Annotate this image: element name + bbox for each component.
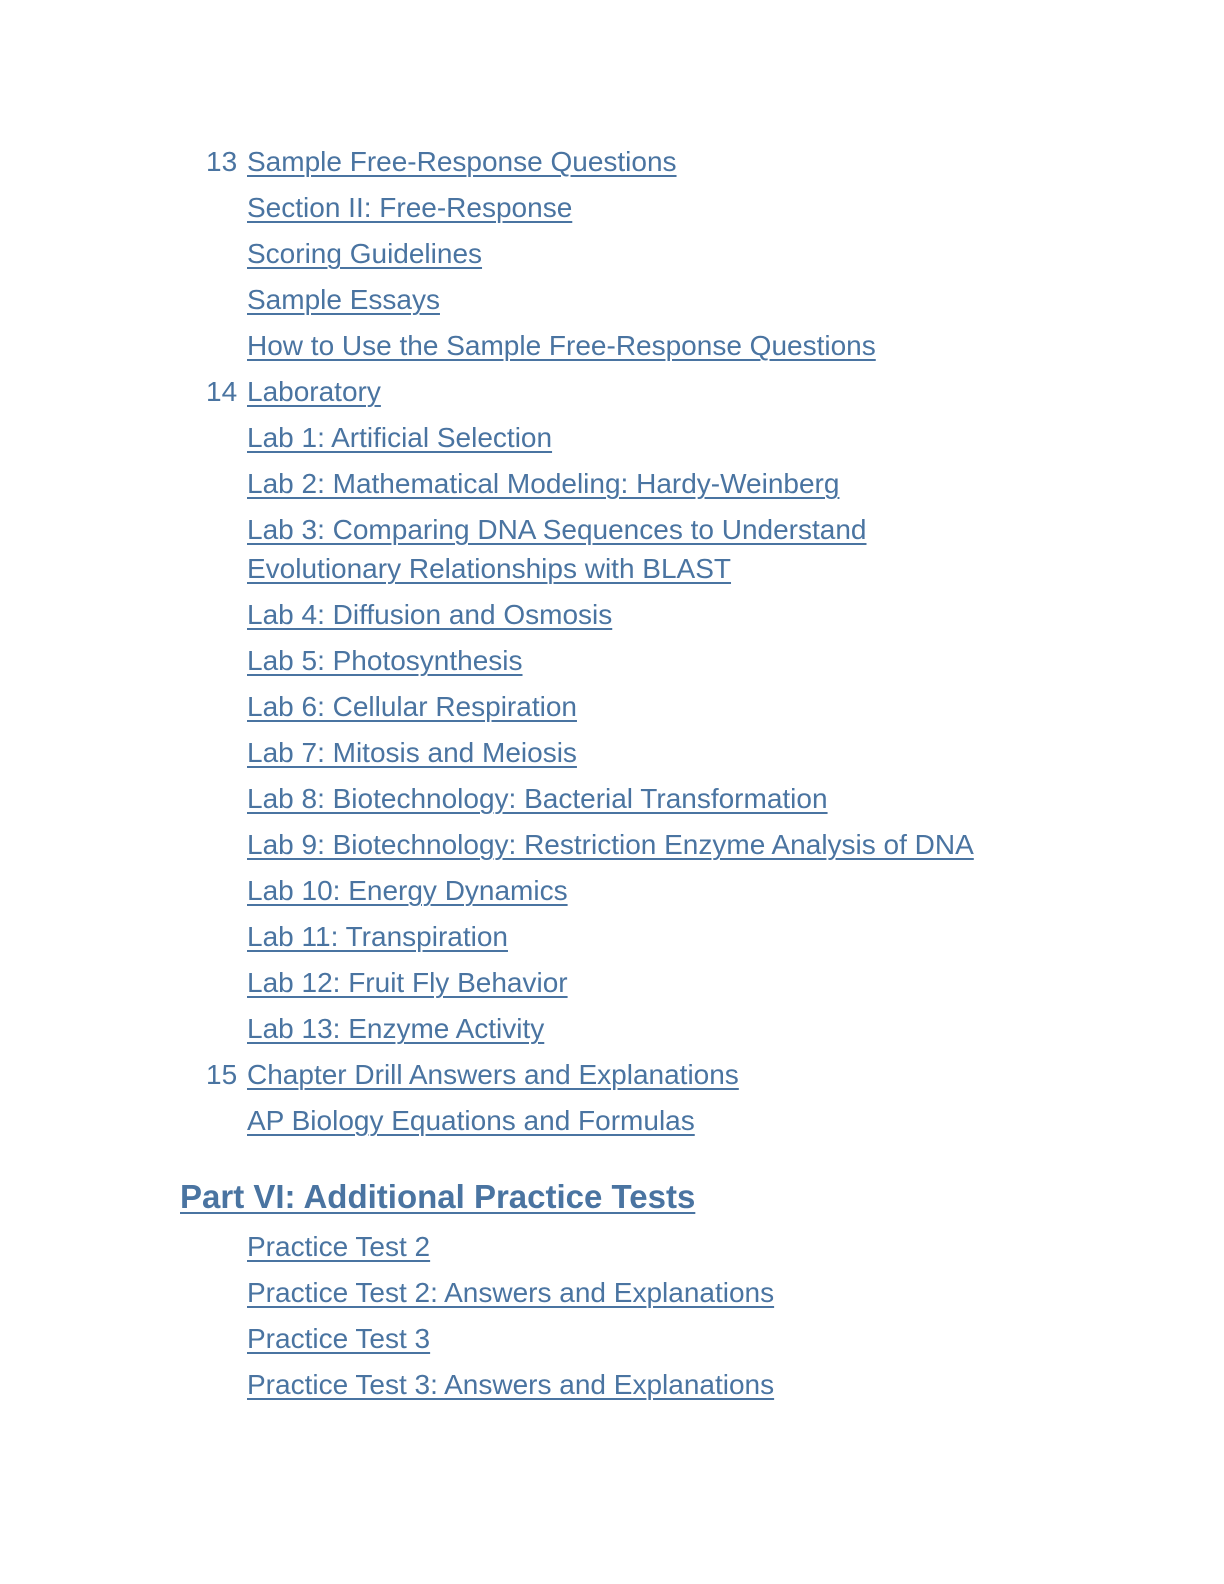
practice-test-3-answers-link[interactable]: Practice Test 3: Answers and Explanations xyxy=(247,1369,775,1400)
lab-11-link[interactable]: Lab 11: Transpiration xyxy=(247,921,508,952)
section-ii-free-response-link[interactable]: Section II: Free-Response xyxy=(247,192,573,223)
chapter-number: 13 xyxy=(206,146,238,177)
lab-12-link[interactable]: Lab 12: Fruit Fly Behavior xyxy=(247,967,568,998)
how-to-use-link[interactable]: How to Use the Sample Free-Response Questions xyxy=(247,330,876,361)
lab-13-link[interactable]: Lab 13: Enzyme Activity xyxy=(247,1013,545,1044)
sample-essays-link[interactable]: Sample Essays xyxy=(247,284,440,315)
lab-8-link[interactable]: Lab 8: Biotechnology: Bacterial Transformation xyxy=(247,783,828,814)
practice-test-3-link[interactable]: Practice Test 3 xyxy=(247,1323,431,1354)
lab-10-link[interactable]: Lab 10: Energy Dynamics xyxy=(247,875,568,906)
lab-6-link[interactable]: Lab 6: Cellular Respiration xyxy=(247,691,577,722)
scoring-guidelines-link[interactable]: Scoring Guidelines xyxy=(247,238,483,269)
lab-2-link[interactable]: Lab 2: Mathematical Modeling: Hardy-Weinberg xyxy=(247,468,840,499)
chapter-15-link[interactable]: Chapter Drill Answers and Explanations xyxy=(247,1059,739,1090)
part-vi-heading-link[interactable]: Part VI: Additional Practice Tests xyxy=(180,1178,696,1215)
lab-5-link[interactable]: Lab 5: Photosynthesis xyxy=(247,645,523,676)
chapter-14-link[interactable]: Laboratory xyxy=(247,376,381,407)
lab-7-link[interactable]: Lab 7: Mitosis and Meiosis xyxy=(247,737,577,768)
lab-9-link[interactable]: Lab 9: Biotechnology: Restriction Enzyme Analysis of DNA xyxy=(247,829,974,860)
chapter-13-link[interactable]: Sample Free-Response Questions xyxy=(247,146,677,177)
lab-3-link[interactable]: Lab 3: Comparing DNA Sequences to Understand Evolutionary Relationships with BLAST xyxy=(247,514,867,584)
equations-formulas-link[interactable]: AP Biology Equations and Formulas xyxy=(247,1105,695,1136)
lab-1-link[interactable]: Lab 1: Artificial Selection xyxy=(247,422,553,453)
chapter-number: 14 xyxy=(206,376,238,407)
practice-test-2-link[interactable]: Practice Test 2 xyxy=(247,1231,431,1262)
lab-4-link[interactable]: Lab 4: Diffusion and Osmosis xyxy=(247,599,613,630)
chapter-number: 15 xyxy=(206,1059,238,1090)
practice-test-2-answers-link[interactable]: Practice Test 2: Answers and Explanations xyxy=(247,1277,775,1308)
